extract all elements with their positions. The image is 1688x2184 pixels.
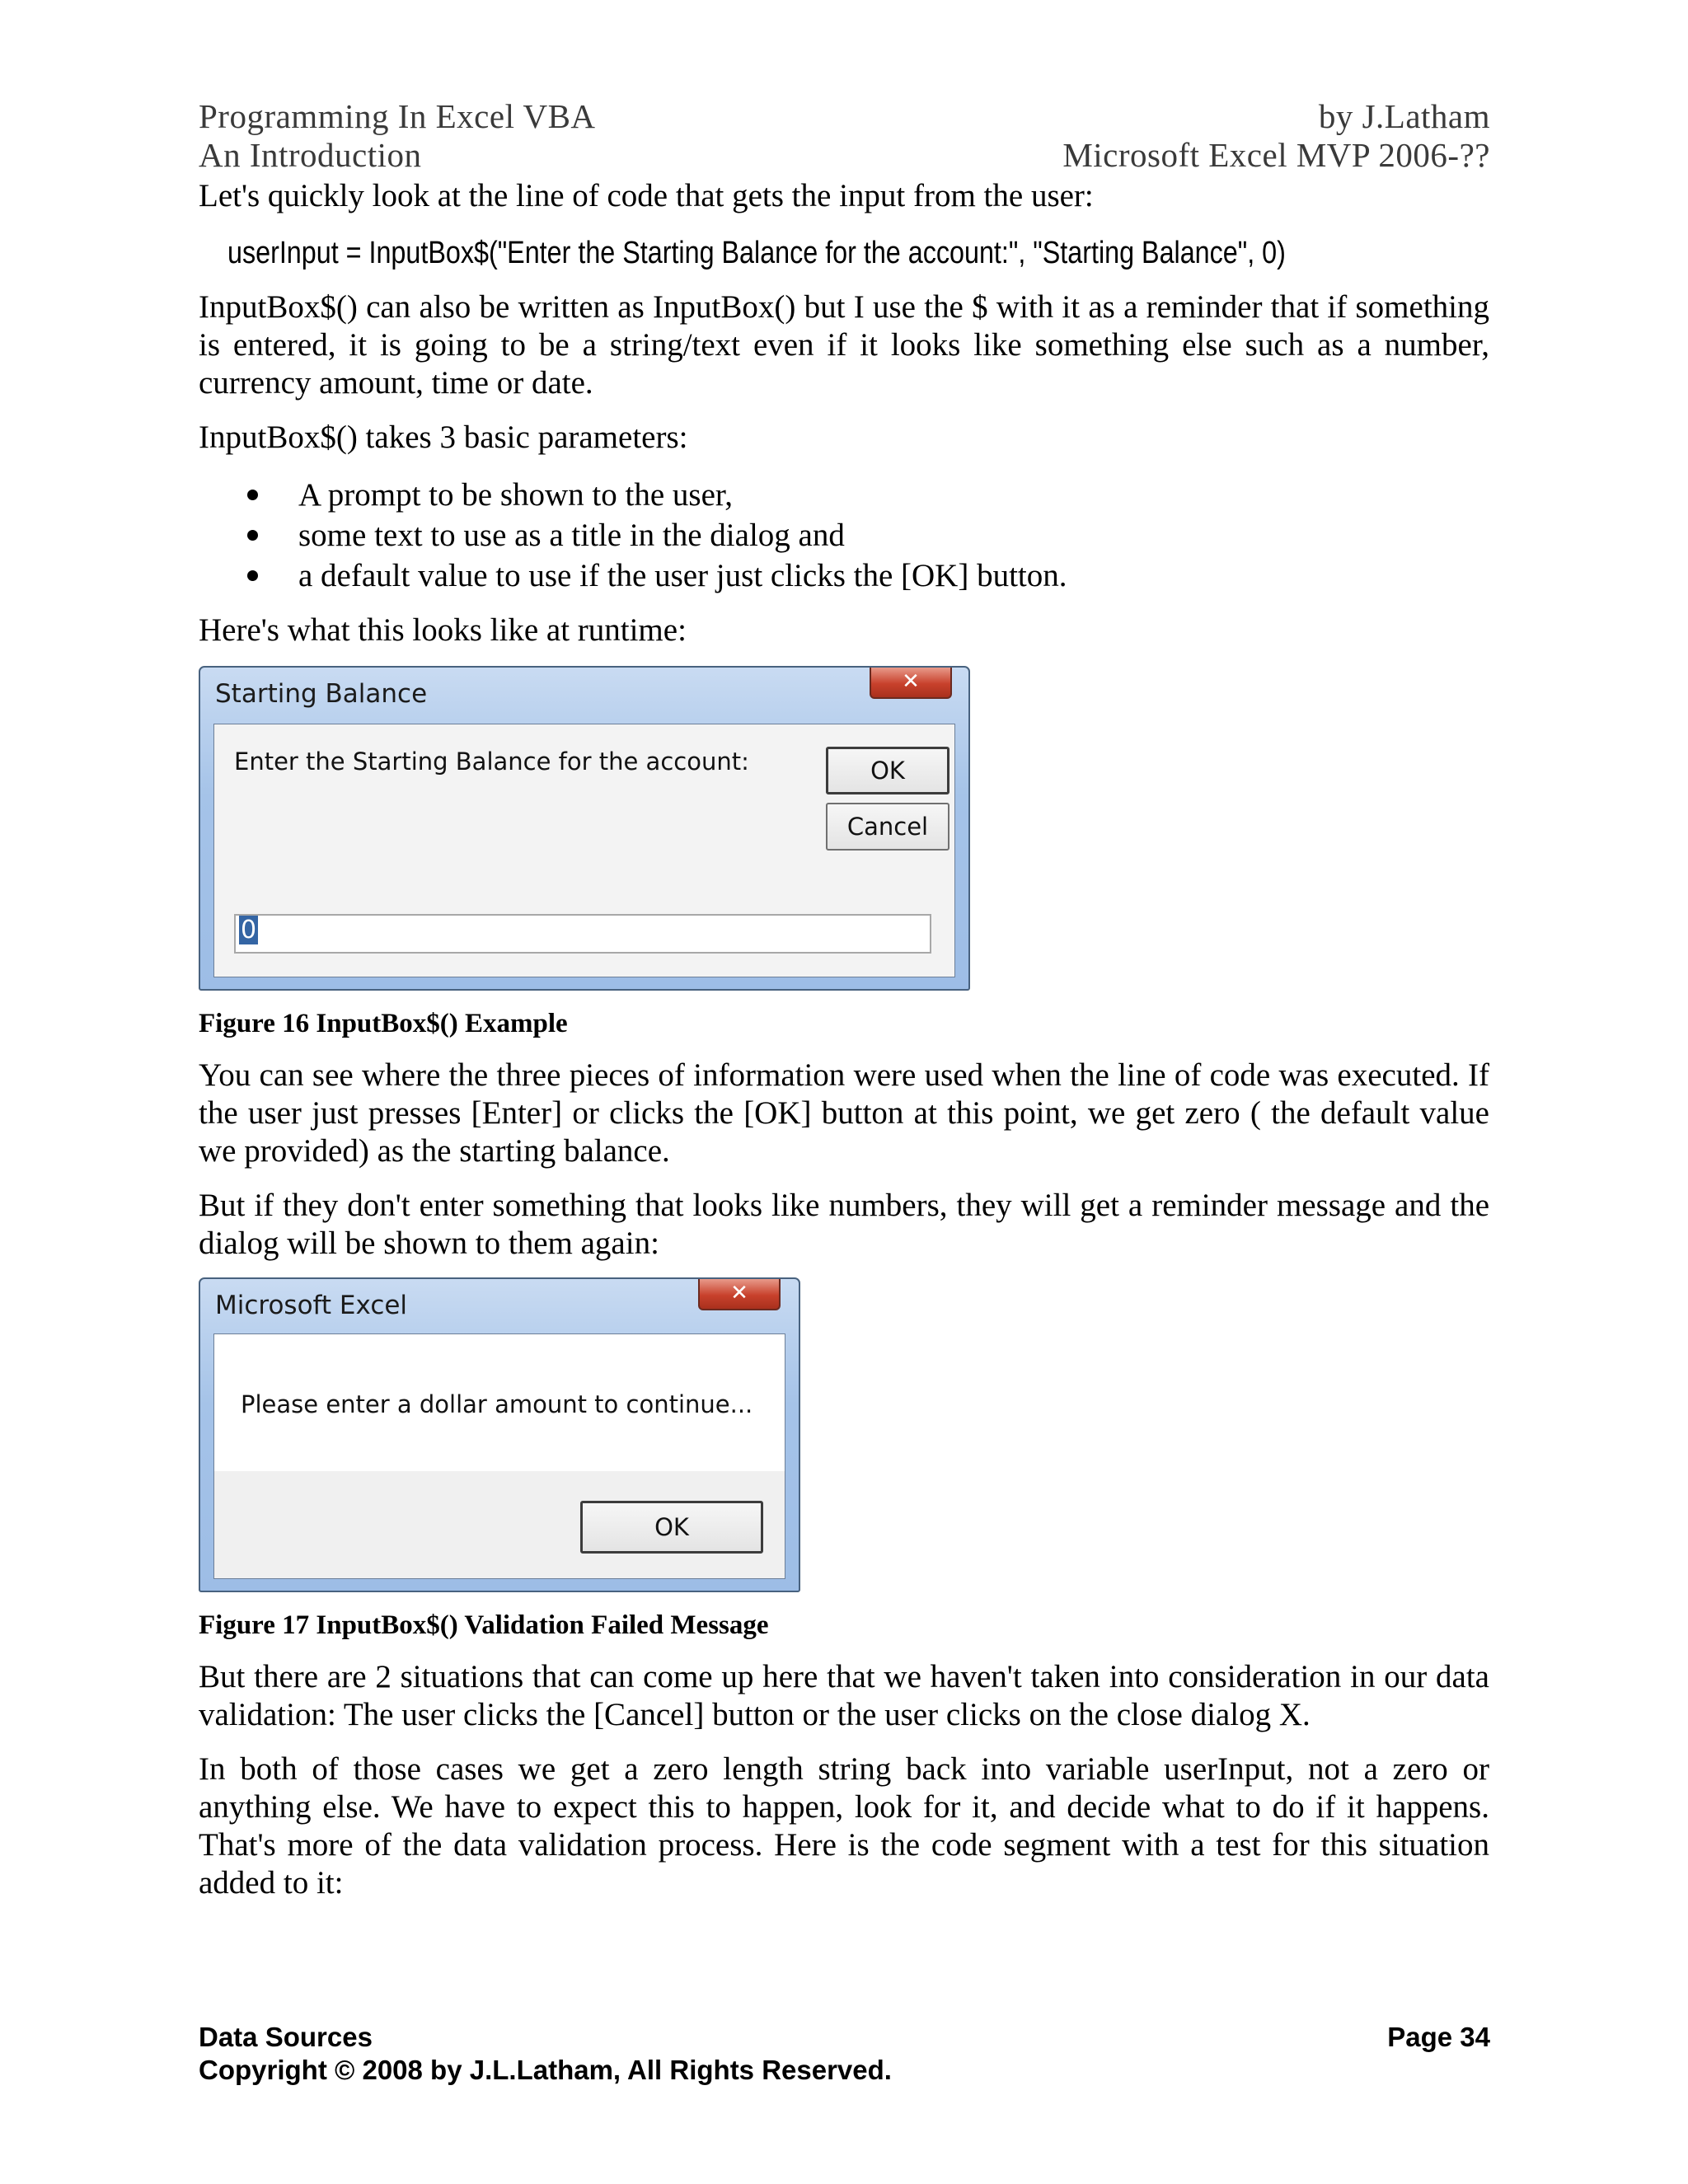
close-icon[interactable]: ✕ <box>698 1279 781 1310</box>
cancel-button[interactable]: Cancel <box>826 803 950 851</box>
paragraph-parameters-intro: InputBox$() takes 3 basic parameters: <box>199 419 688 455</box>
footer-copyright: Copyright © 2008 by J.L.Latham, All Rights Reserved. <box>199 2055 892 2085</box>
paragraph-explanation: You can see where the three pieces of information were used when the line of code was executed. If the user just presses [Enter] or clicks the [OK] button at this point, we get zero ( the default value we provided) as the starting balance. <box>199 1057 1489 1169</box>
figure-16-caption: Figure 16 InputBox$() Example <box>199 1009 568 1038</box>
paragraph-inputbox-description: InputBox$() can also be written as InputBox() but I use the $ with it as a reminder that if something is entered, it is going to be a string/text even if it looks like something else such as a number, currency amount, time or date. <box>199 289 1489 401</box>
list-item: some text to use as a title in the dialog and <box>247 515 1067 555</box>
list-item: a default value to use if the user just clicks the [OK] button. <box>247 555 1067 596</box>
input-value: 0 <box>241 916 257 944</box>
header-author: by J.Latham <box>1318 97 1490 135</box>
dialog-message: Please enter a dollar amount to continue... <box>241 1390 753 1418</box>
dialog-title: Starting Balance <box>215 679 428 709</box>
dialog-client-area <box>213 724 955 977</box>
paragraph-situations: But there are 2 situations that can come up here that we haven't taken into consideration in our data validation: The user clicks the [Cancel] button or the user clicks on the close dialog X. <box>199 1659 1489 1732</box>
footer-section: Data Sources <box>199 2022 373 2052</box>
paragraph-reminder: But if they don't enter something that looks like numbers, they will get a reminder message and the dialog will be shown to them again: <box>199 1188 1489 1261</box>
dialog-prompt: Enter the Starting Balance for the account: <box>234 748 749 776</box>
header-title: Programming In Excel VBA <box>199 97 596 135</box>
parameter-list <box>247 475 1067 596</box>
input-field[interactable] <box>234 914 931 954</box>
paragraph-zero-length: In both of those cases we get a zero length string back into variable userInput, not a zero or anything else. We have to expect this to happen, look for it, and decide what to do if it happens. That's more of the data validation process. Here is the code segment with a test for this situation added to it: <box>199 1751 1489 1900</box>
dialog-client-area <box>213 1333 785 1579</box>
header-author-title: Microsoft Excel MVP 2006-?? <box>1062 136 1490 174</box>
header-subtitle: An Introduction <box>199 136 422 174</box>
ok-button[interactable]: OK <box>826 747 950 794</box>
page-number: Page 34 <box>1387 2022 1490 2052</box>
list-item: A prompt to be shown to the user, <box>247 475 1067 515</box>
ok-button[interactable]: OK <box>580 1501 763 1554</box>
starting-balance-dialog <box>199 666 970 991</box>
validation-message-dialog <box>199 1277 800 1592</box>
figure-17-caption: Figure 17 InputBox$() Validation Failed Message <box>199 1610 769 1640</box>
code-line: userInput = InputBox$("Enter the Starting Balance for the account:", "Starting Balance", 0) <box>227 236 1286 270</box>
paragraph-runtime: Here's what this looks like at runtime: <box>199 612 687 648</box>
paragraph-intro: Let's quickly look at the line of code that gets the input from the user: <box>199 178 1094 213</box>
dialog-title: Microsoft Excel <box>215 1291 408 1320</box>
close-icon[interactable]: ✕ <box>870 668 952 699</box>
